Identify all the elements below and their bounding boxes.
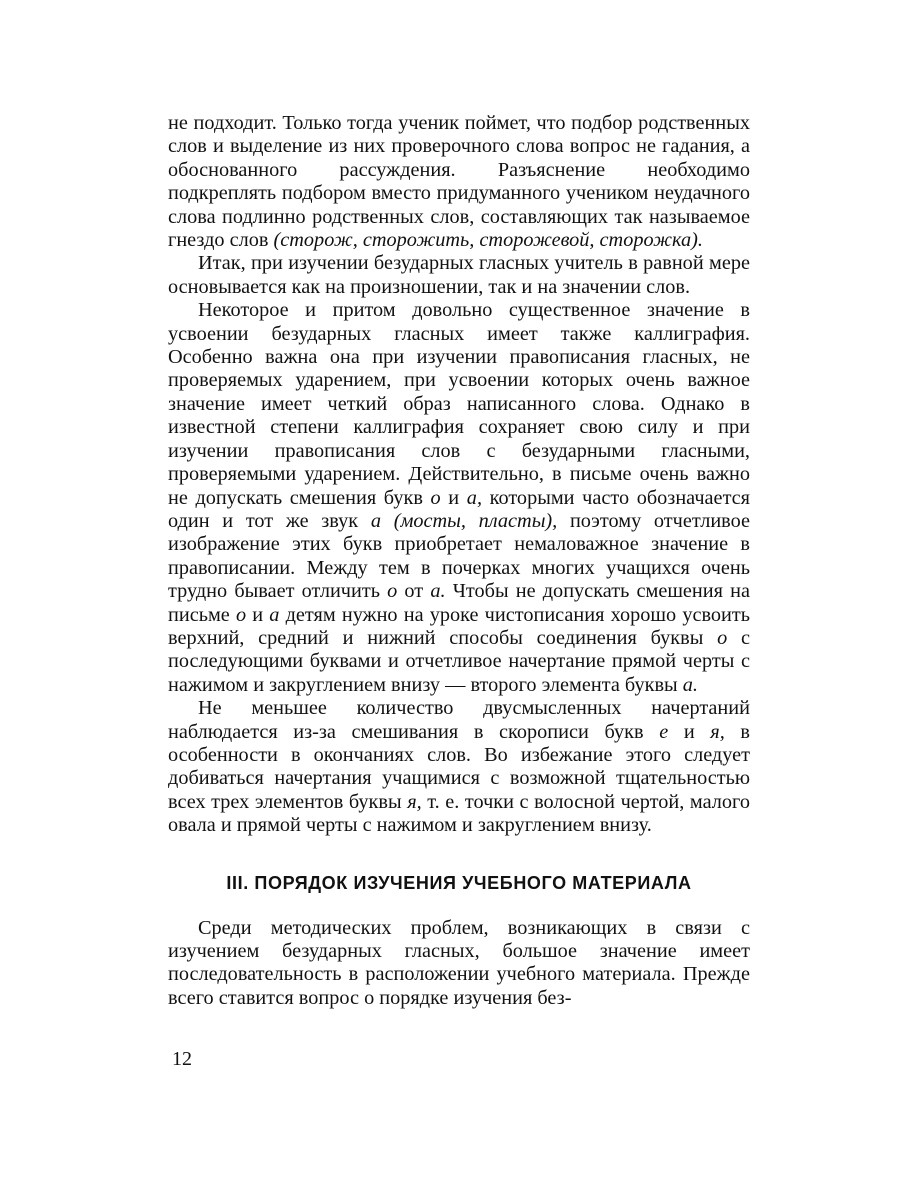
text-run: Не меньшее количество двусмысленных начертаний наблюдается из-за смешивания в скорописи букв	[168, 697, 750, 743]
italic-text: а.	[682, 673, 698, 696]
paragraph	[168, 252, 750, 299]
text-run: не подходит. Только тогда ученик поймет, что подбор родственных слов и выделение из них проверочного слова вопрос не гадания, а обоснованного рассуждения. Разъяснение необходимо подкреплять подбором вместо придуманного учеником неудачного слова подлинно родственных слов, составляющих так называемое гнездо слов	[168, 112, 750, 252]
text-run: Некоторое и притом довольно существенное значение в усвоении безударных гласных имеет также каллиграфия. Особенно важна она при изучении правописания гласных, не проверяемых ударением, при усвоении которых очень важное значение имеет четкий образ написанного слова. Однако в известной степени каллиграфия сохраняет свою силу и при изучении правописания слов с безударными гласными, проверяемыми ударением. Действительно, в письме очень важно не допускать смешения букв	[168, 299, 750, 509]
text-run: в особенности в окончаниях слов. Во избежание этого следует добиваться начертания учащимися с возможной тщательностью всех трех элементов буквы	[168, 720, 750, 813]
page-text-block	[168, 112, 750, 1010]
paragraph	[168, 697, 750, 837]
italic-text: (сторож, сторожить, сторожевой, сторожка).	[273, 229, 703, 252]
italic-text: я,	[710, 720, 725, 743]
text-run: Итак, при изучении безударных гласных учитель в равной мере основывается как на произношении, так и на значении слов.	[168, 252, 750, 298]
italic-text: о	[717, 626, 728, 649]
italic-text: о	[387, 580, 398, 603]
text-run: Среди методических проблем, возникающих в связи с изучением безударных гласных, большое значение имеет последовательность в расположении учебного материала. Прежде всего ставится вопрос о порядке изучения без-	[168, 916, 750, 1009]
body-paragraphs	[168, 112, 750, 838]
italic-text: о	[430, 486, 441, 509]
italic-text: е	[659, 720, 669, 743]
italic-text: я,	[407, 790, 422, 813]
text-run: Чтобы не допускать смешения на письме	[168, 580, 750, 626]
text-run: с последующими буквами и отчетливое начертание прямой черты с нажимом и закруглением внизу — второго элемента буквы	[168, 626, 750, 696]
text-run: т. е. точки с волосной чертой, малого овала и прямой черты с нажимом и закруглением внизу.	[168, 790, 750, 837]
paragraph	[168, 112, 750, 252]
text-run: и	[668, 720, 711, 743]
italic-text: а (мосты, пласты),	[370, 509, 558, 532]
italic-text: а	[269, 603, 280, 626]
text-run: от	[397, 580, 431, 603]
paragraph	[168, 917, 750, 1011]
page-number: 12	[172, 1048, 192, 1070]
paragraph	[168, 299, 750, 697]
italic-text: а,	[466, 486, 483, 509]
text-run: детям нужно на уроке чистописания хорошо усвоить верхний, средний и нижний способы соединения буквы	[168, 603, 751, 649]
text-run: и	[440, 486, 467, 509]
italic-text: о	[235, 603, 247, 626]
section-heading: III. ПОРЯДОК ИЗУЧЕНИЯ УЧЕБНОГО МАТЕРИАЛА	[226, 872, 692, 893]
section-paragraphs	[168, 917, 750, 1011]
text-run: которыми часто обозначается один и тот же звук	[168, 486, 751, 532]
text-run: поэтому отчетливое изображение этих букв приобретает немаловажное значение в правописании. Между тем в почерках многих учащихся очень трудно бывает отличить	[168, 509, 750, 603]
italic-text: а.	[430, 580, 446, 603]
text-run: и	[246, 603, 270, 626]
